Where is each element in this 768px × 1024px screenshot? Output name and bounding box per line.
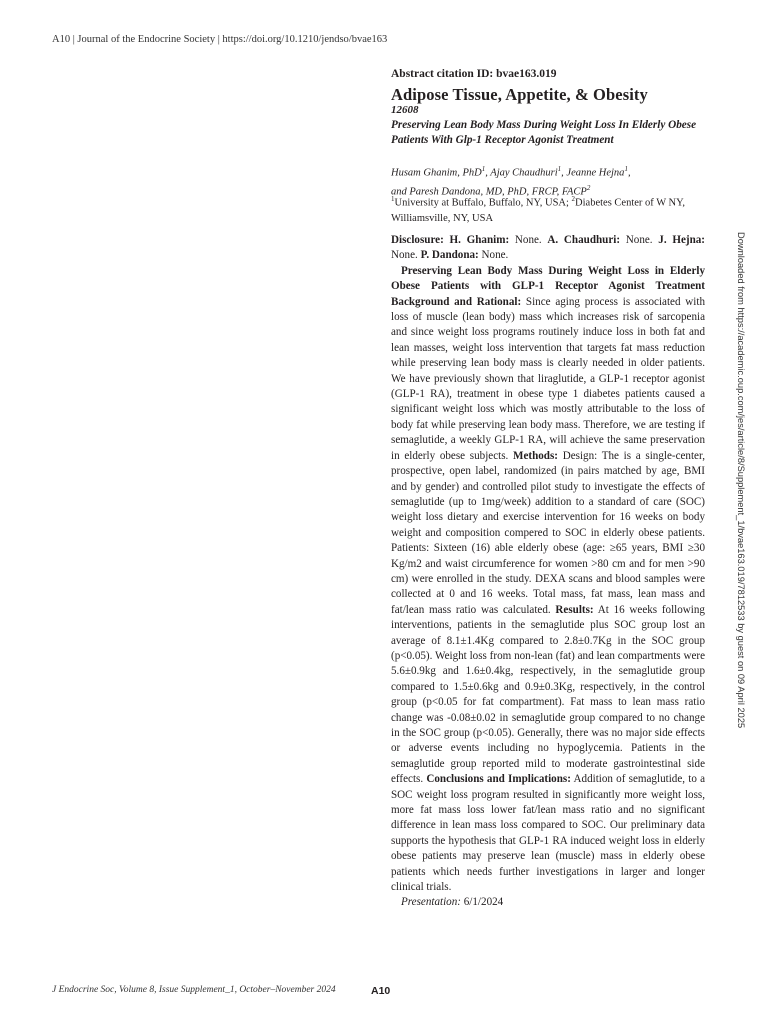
conclusions-label: Conclusions and Implications: [426, 773, 571, 786]
disclosure-name: J. Hejna: [658, 234, 705, 246]
presentation [391, 895, 705, 910]
affiliation-text: University at Buffalo, Buffalo, NY, USA; [394, 197, 572, 209]
methods-text: Design: The is a single-center, prospective, open label, randomized (in pairs matched by age, BMI and by gender) and controlled pilot study to investigate the effects of semaglutide (up to 1mg/week) addition to a standard of care (SOC) weight loss dietary and exercise intervention for 16 weeks on body weight and composition compered to SOC in elderly obese patients. Patients: Sixteen (16) able elderly obese (age: ≥65 years, BMI ≥30 Kg/m2 and waist circumference for women >80 cm and for men >90 cm) were enrolled in the study. DEXA scans and blood samples were collected at 0 and 16 weeks. Total mass, fat mass, lean mass and fat/lean mass ratio was calculated. [391, 449, 705, 616]
abstract-title: Preserving Lean Body Mass During Weight Loss In Elderly Obese Patients With Glp-1 Receptor Agonist Treatment [391, 119, 697, 146]
running-head: A10 | Journal of the Endocrine Society | https://doi.org/10.1210/jendso/bvae163 [52, 34, 388, 45]
disclosure-value: None. [509, 234, 548, 246]
presentation-label: Presentation: [401, 896, 461, 909]
author-name: Husam Ghanim, PhD [391, 167, 482, 179]
results-text: At 16 weeks following interventions, patients in the semaglutide plus SOC group lost an average of 8.1±1.4Kg compared to 2.8±0.7Kg in the SOC group (p<0.05). Weight loss from non-lean (fat) and lean compartments were 5.6±0.9kg and 1.6±0.4kg, respectively, in the semaglutide group compared to 1.5±0.6kg and 0.9±0.3Kg, respectively, in the control group (p<0.05 for fat compartment). Fat mass to lean mass ratio change was -0.08±0.02 in semaglutide group compared to no change in the SOC group (p<0.05). Generally, there was no major side effects or adverse events including no hypoglycemia. Patients in the semaglutide group reported mild to moderate gastrointestinal side effects. [391, 603, 705, 786]
affiliation-mark: 2 [571, 195, 576, 203]
author-name: and Paresh Dandona, MD, PhD, FRCP, FACP [391, 186, 587, 197]
affiliations [391, 192, 711, 226]
disclosure-name: P. Dandona: [420, 249, 479, 262]
download-note: Downloaded from https://academic.oup.com/jes/article/8/Supplement_1/bvae163.019/7812533 by guest on 09 April 2025 [736, 232, 746, 729]
author-affiliation-mark: 1 [557, 165, 562, 173]
footer-citation: J Endocrine Soc, Volume 8, Issue Supplement_1, October–November 2024 [52, 985, 336, 995]
section-heading: Adipose Tissue, Appetite, & Obesity [391, 85, 648, 104]
conclusions-text: Addition of semaglutide, to a SOC weight loss program resulted in significantly more weight loss, more fat mass loss lower fat/lean mass ratio and no significant difference in lean mass loss compared to SOC. Our preliminary data supports the hypothesis that GLP-1 RA induced weight loss in elderly obese patients may preserve lean (muscle) mass in elderly obese patients which needs further investigations in larger and longer clinical trials. [391, 773, 706, 894]
results-label: Results: [555, 603, 594, 616]
author-name: , Ajay Chaudhuri [485, 167, 558, 179]
presentation-date: 6/1/2024 [460, 896, 504, 909]
affiliation-text: Diabetes Center of W NY, Williamsville, NY, USA [391, 197, 685, 224]
disclosure-name: A. Chaudhuri: [547, 234, 621, 246]
page-number: A10 [371, 985, 391, 997]
methods-label: Methods: [513, 449, 558, 462]
author-name: , Jeanne Hejna [561, 167, 625, 179]
abstract-number: 12608 [391, 104, 419, 116]
author-affiliation-mark: 1 [624, 165, 628, 173]
abstract-text [391, 264, 705, 896]
disclosure-label: Disclosure: [391, 234, 444, 246]
disclosure-value: None. [391, 249, 421, 262]
disclosure [391, 233, 705, 264]
background-text: Since aging process is associated with loss of muscle (lean body) mass which increases risk of sarcopenia and since weight loss programs routinely induce loss in both fat and lean masses, weight loss intervention that targets fat mass reduction while preserving lean body mass is clearly needed in older patients. We have previously shown that liraglutide, a GLP-1 receptor agonist (GLP-1 RA), treatment in obese type 1 diabetes patients caused a significant weight loss which was mostly attributable to the loss of body fat while preserving lean body mass. Therefore, we are testing if semaglutide, a weekly GLP-1 RA, will achieve the same preservation in elderly obese subjects. [391, 295, 705, 462]
abstract-citation-id: Abstract citation ID: bvae163.019 [391, 68, 557, 80]
author-separator: , [627, 167, 631, 179]
author-affiliation-mark: 1 [481, 165, 486, 173]
body-bold-title: Preserving Lean Body Mass During Weight Loss in Elderly Obese Patients with GLP-1 Receptor Agonist Treatment Background and Rational: [391, 264, 705, 308]
author-affiliation-mark: 2 [586, 183, 591, 192]
disclosure-value: None. [478, 249, 509, 262]
affiliation-mark: 1 [391, 195, 395, 203]
abstract-body [391, 233, 705, 911]
disclosure-name: H. Ghanim: [449, 234, 510, 246]
disclosure-value: None. [620, 234, 659, 246]
